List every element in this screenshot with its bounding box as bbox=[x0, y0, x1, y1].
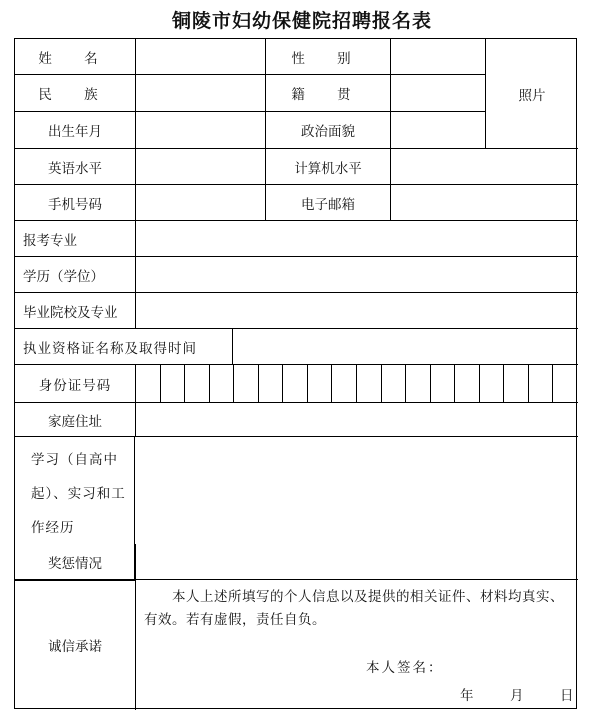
gender-field[interactable] bbox=[391, 39, 486, 75]
label-rewards: 奖惩情况 bbox=[15, 544, 136, 580]
label-id-number: 身份证号码 bbox=[15, 365, 136, 403]
label-gender: 性 别 bbox=[266, 39, 391, 75]
id-digit-box[interactable] bbox=[308, 365, 333, 403]
english-field[interactable] bbox=[136, 149, 266, 185]
id-digit-box[interactable] bbox=[332, 365, 357, 403]
id-digit-box[interactable] bbox=[553, 365, 578, 403]
label-phone: 手机号码 bbox=[15, 185, 136, 221]
label-major: 报考专业 bbox=[15, 221, 136, 257]
id-digit-box[interactable] bbox=[504, 365, 529, 403]
birth-field[interactable] bbox=[136, 112, 266, 149]
education-field[interactable] bbox=[136, 257, 578, 293]
label-email: 电子邮箱 bbox=[266, 185, 391, 221]
id-digit-box[interactable] bbox=[529, 365, 554, 403]
phone-field[interactable] bbox=[136, 185, 266, 221]
certificate-field[interactable] bbox=[233, 329, 578, 365]
promise-text: 本人上述所填写的个人信息以及提供的相关证件、材料均真实、有效。若有虚假，责任自负。 bbox=[144, 589, 564, 628]
label-computer: 计算机水平 bbox=[266, 149, 391, 185]
id-digit-box[interactable] bbox=[136, 365, 161, 403]
id-digit-box[interactable] bbox=[210, 365, 235, 403]
address-field[interactable] bbox=[136, 403, 578, 437]
native-place-field[interactable] bbox=[391, 75, 486, 112]
id-digit-box[interactable] bbox=[185, 365, 210, 403]
id-digit-box[interactable] bbox=[357, 365, 382, 403]
label-education: 学历（学位） bbox=[15, 257, 136, 293]
label-certificate: 执业资格证名称及取得时间 bbox=[15, 329, 233, 365]
id-digit-box[interactable] bbox=[283, 365, 308, 403]
photo-box[interactable]: 照片 bbox=[486, 39, 578, 149]
registration-form bbox=[14, 38, 577, 709]
school-field[interactable] bbox=[136, 293, 578, 329]
date-day: 日 bbox=[560, 688, 574, 704]
id-digit-box[interactable] bbox=[431, 365, 456, 403]
label-address: 家庭住址 bbox=[15, 403, 136, 437]
ethnicity-field[interactable] bbox=[136, 75, 266, 112]
rewards-field[interactable] bbox=[136, 544, 578, 580]
date-month: 月 bbox=[510, 688, 524, 704]
id-digit-box[interactable] bbox=[161, 365, 186, 403]
label-political: 政治面貌 bbox=[266, 112, 391, 149]
email-field[interactable] bbox=[391, 185, 578, 221]
major-field[interactable] bbox=[136, 221, 578, 257]
label-school: 毕业院校及专业 bbox=[15, 293, 136, 329]
date-year: 年 bbox=[460, 688, 474, 704]
signature-label: 本人签名： bbox=[366, 660, 444, 676]
political-field[interactable] bbox=[391, 112, 486, 149]
id-digit-box[interactable] bbox=[455, 365, 480, 403]
label-name: 姓 名 bbox=[15, 39, 136, 75]
label-ethnicity: 民 族 bbox=[15, 75, 136, 112]
id-digit-box[interactable] bbox=[480, 365, 505, 403]
label-english: 英语水平 bbox=[15, 149, 136, 185]
id-digit-box[interactable] bbox=[406, 365, 431, 403]
label-birth: 出生年月 bbox=[15, 112, 136, 149]
computer-field[interactable] bbox=[391, 149, 578, 185]
id-digit-box[interactable] bbox=[382, 365, 407, 403]
label-integrity: 诚信承诺 bbox=[15, 580, 136, 710]
form-title: 铜陵市妇幼保健院招聘报名表 bbox=[171, 10, 432, 32]
id-digit-box[interactable] bbox=[259, 365, 284, 403]
label-history: 学习（自高中起）、实习和工作经历 bbox=[15, 437, 135, 580]
label-native-place: 籍 贯 bbox=[266, 75, 391, 112]
id-digit-box[interactable] bbox=[234, 365, 259, 403]
name-field[interactable] bbox=[136, 39, 266, 75]
integrity-promise bbox=[136, 580, 578, 710]
